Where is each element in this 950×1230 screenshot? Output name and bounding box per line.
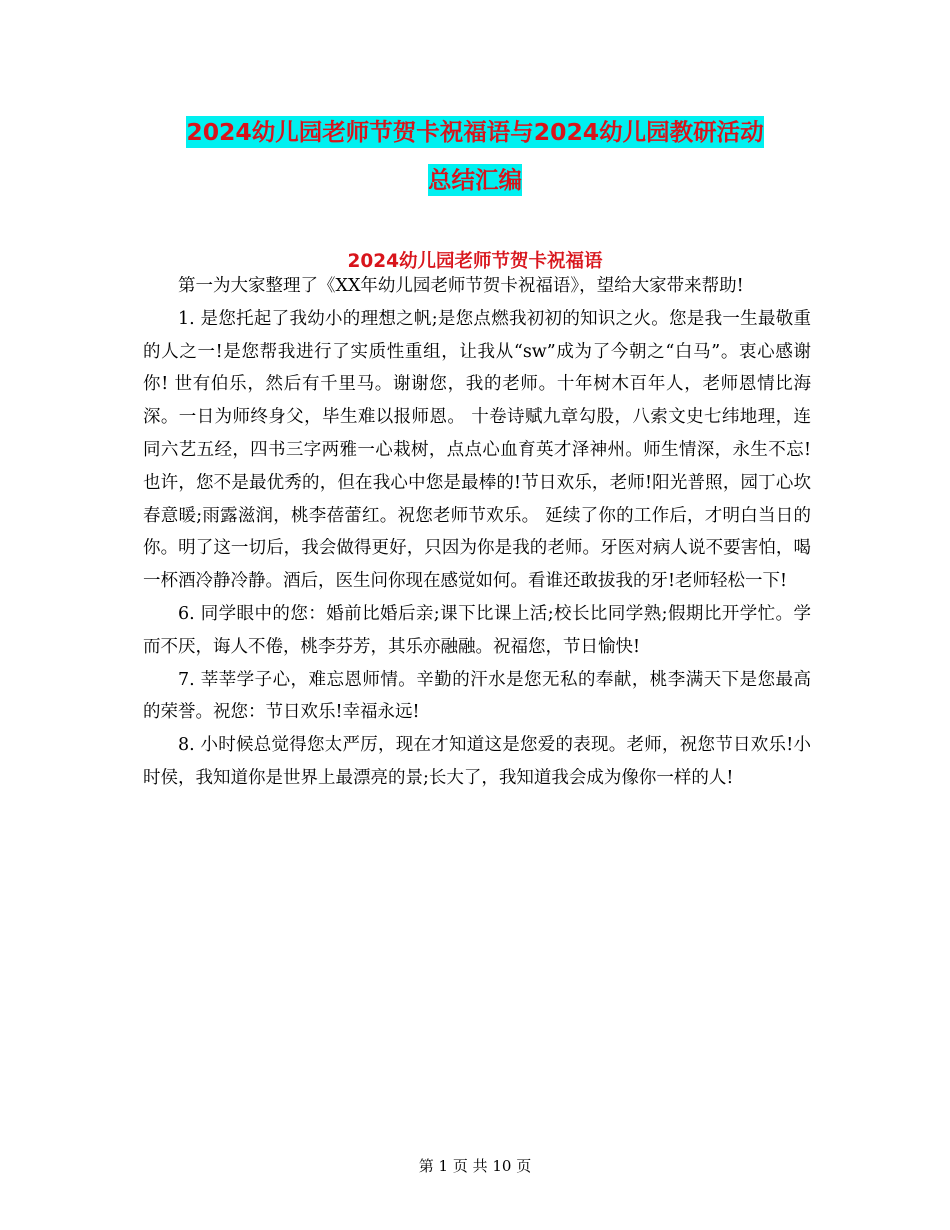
title-line-2: 总结汇编 (428, 166, 522, 194)
paragraph-6: 6. 同学眼中的您：婚前比婚后亲;课下比课上活;校长比同学熟;假期比开学忙。学而不厌，诲人不倦，桃李芬芳，其乐亦融融。祝福您，节日愉快! (143, 603, 811, 657)
paragraph-intro: 第一为大家整理了《XX年幼儿园老师节贺卡祝福语》，望给大家带来帮助! (178, 276, 744, 296)
section-title: 2024幼儿园老师节贺卡祝福语 (347, 251, 603, 272)
paragraph-7: 7. 莘莘学子心，难忘恩师情。辛勤的汗水是您无私的奉献，桃李满天下是您最高的荣誉。祝您：节日欢乐!幸福永远! (143, 669, 811, 723)
document-body (143, 270, 811, 795)
title-line-1: 2024幼儿园老师节贺卡祝福语与2024幼儿园教研活动 (186, 118, 764, 146)
paragraph-1: 1. 是您托起了我幼小的理想之帆;是您点燃我初初的知识之火。您是我一生最敬重的人之一!是您帮我进行了实质性重组，让我从“sw”成为了今朝之“白马”。衷心感谢你! 世有伯乐，然后有千里马。谢谢您，我的老师。十年树木百年人，老师恩情比海深。一日为师终身父，毕生难以报师恩。 十卷诗赋九章勾股，八索文史七纬地理，连同六艺五经，四书三字两雅一心栽树，点点心血育英才泽神州。师生情深，永生不忘! 也许，您不是最优秀的，但在我心中您是最棒的!节日欢乐，老师!阳光普照，园丁心坎春意暖;雨露滋润，桃李蓓蕾红。祝您老师节欢乐。 延续了你的工作后，才明白当日的你。明了这一切后，我会做得更好，只因为你是我的老师。牙医对病人说不要害怕，喝一杯酒冷静冷静。酒后，医生问你现在感觉如何。看谁还敢拔我的牙!老师轻松一下! (143, 308, 811, 592)
document-title (120, 108, 830, 204)
paragraph-8: 8. 小时候总觉得您太严厉，现在才知道这是您爱的表现。老师，祝您节日欢乐!小时侯，我知道你是世界上最漂亮的景;长大了，我知道我会成为像你一样的人! (143, 735, 811, 788)
page-footer: 第 1 页 共 10 页 (418, 1157, 532, 1175)
